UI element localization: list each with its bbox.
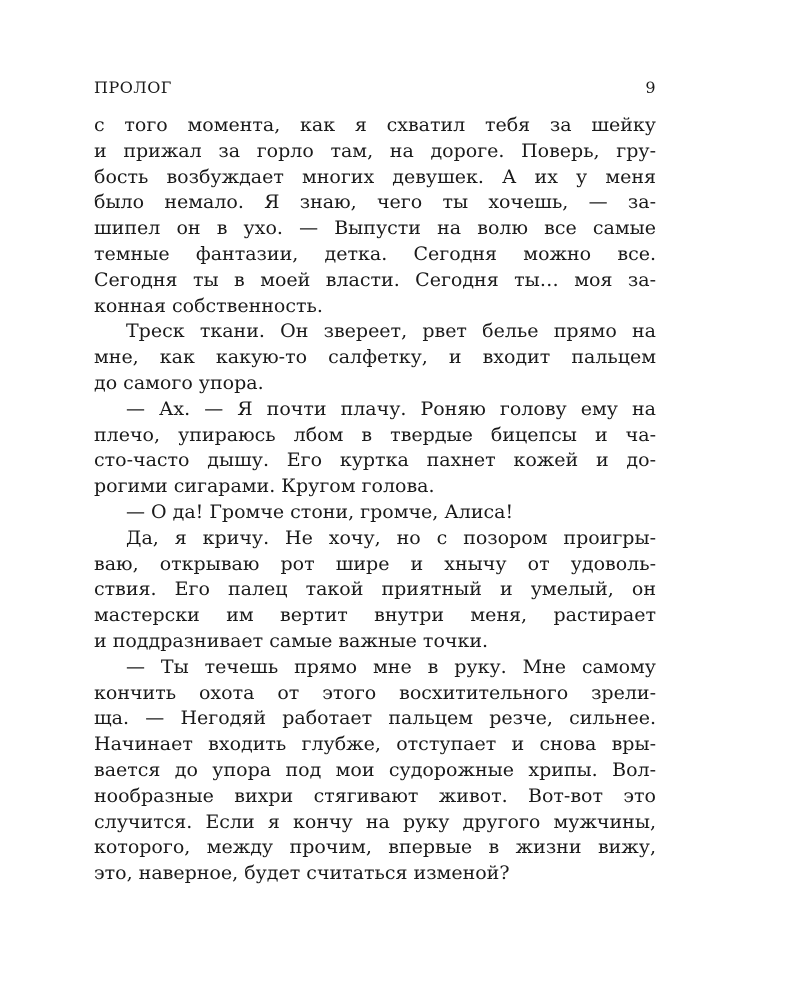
text-line: это, наверное, будет считаться изменой? xyxy=(94,862,510,885)
text-line: конная собственность. xyxy=(94,294,323,317)
text-line: — О да! Громче стони, громче, Алиса! xyxy=(126,500,514,523)
text-line: ствия. Его палец такой приятный и умелый, он xyxy=(94,578,656,601)
page-number: 9 xyxy=(645,78,656,97)
text-line: ваю, открываю рот шире и хнычу от удоволь- xyxy=(94,552,656,575)
text-line: с того момента, как я схватил тебя за шейку xyxy=(94,114,656,136)
body-text xyxy=(94,113,656,887)
text-line: было немало. Я знаю, чего ты хочешь, — за- xyxy=(94,191,656,214)
text-line: плечо, упираюсь лбом в твердые бицепсы и ча- xyxy=(94,423,656,446)
text-line: вается до упора под мои судорожные хрипы. Вол- xyxy=(94,758,656,781)
text-line: кончить охота от этого восхитительного зрели- xyxy=(94,681,656,704)
text-line: — Ты течешь прямо мне в руку. Мне самому xyxy=(126,655,656,678)
text-line: бость возбуждает многих девушек. А их у меня xyxy=(94,165,656,188)
text-line: Сегодня ты в моей власти. Сегодня ты… моя за- xyxy=(94,268,656,291)
text-line: рогими сигарами. Кругом голова. xyxy=(94,475,435,498)
text-line: сто-часто дышу. Его куртка пахнет кожей и до- xyxy=(94,449,656,472)
text-line: темные фантазии, детка. Сегодня можно все. xyxy=(94,242,656,265)
text-line: случится. Если я кончу на руку другого мужчины, xyxy=(94,810,656,833)
text-line: — Ах. — Я почти плачу. Роняю голову ему на xyxy=(126,397,656,420)
page-header xyxy=(94,78,656,97)
text-line: и поддразнивает самые важные точки. xyxy=(94,629,489,652)
text-line: которого, между прочим, впервые в жизни вижу, xyxy=(94,836,656,859)
text-line: Начинает входить глубже, отступает и снова вры- xyxy=(94,733,656,756)
text-line: мастерски им вертит внутри меня, растирает xyxy=(94,604,656,627)
text-line: до самого упора. xyxy=(94,371,264,394)
text-line: Да, я кричу. Не хочу, но с позором проигры- xyxy=(126,526,656,549)
text-line: Треск ткани. Он звереет, рвет белье прямо на xyxy=(126,320,656,343)
running-title: ПРОЛОГ xyxy=(94,78,172,97)
text-line: ща. — Негодяй работает пальцем резче, сильнее. xyxy=(94,707,656,730)
text-line: шипел он в ухо. — Выпусти на волю все самые xyxy=(94,217,656,240)
text-line: мне, как какую-то салфетку, и входит пальцем xyxy=(94,346,656,369)
text-line: и прижал за горло там, на дороге. Поверь, гру- xyxy=(94,139,656,162)
text-line: нообразные вихри стягивают живот. Вот-вот это xyxy=(94,784,656,807)
